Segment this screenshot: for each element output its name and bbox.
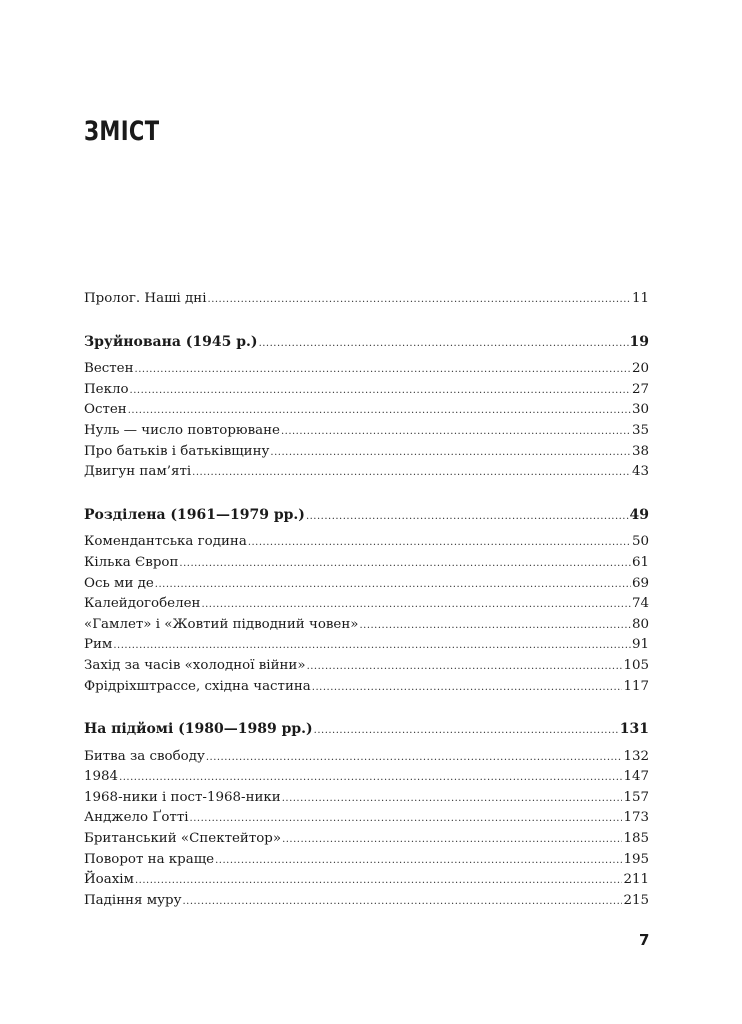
dot-leader bbox=[128, 401, 631, 422]
dot-leader bbox=[119, 768, 622, 789]
dot-leader bbox=[155, 575, 631, 596]
toc-entry-label: Комендантська година bbox=[84, 534, 247, 550]
toc-entry-page: 30 bbox=[631, 402, 649, 418]
toc-entry-label: Двигун пам’яті bbox=[84, 464, 192, 480]
toc-entry-label: Пролог. Наші дні bbox=[84, 291, 207, 306]
table-of-contents bbox=[84, 289, 649, 911]
toc-entry-page: 105 bbox=[623, 657, 649, 673]
toc-entry-page: 38 bbox=[631, 443, 649, 459]
toc-entry bbox=[84, 359, 649, 380]
toc-entry bbox=[84, 532, 649, 553]
dot-leader bbox=[312, 678, 623, 699]
toc-entry bbox=[84, 462, 649, 483]
page-number: 7 bbox=[639, 931, 650, 949]
toc-entry-page: 27 bbox=[631, 381, 649, 397]
toc-entry-label: Остен bbox=[84, 402, 127, 418]
toc-entry-label: Падіння муру bbox=[84, 892, 182, 908]
toc-entry-label: Кілька Європ bbox=[84, 554, 179, 570]
dot-leader bbox=[135, 871, 622, 892]
dot-leader bbox=[259, 334, 629, 355]
dot-leader bbox=[201, 595, 631, 616]
toc-entry bbox=[84, 615, 649, 636]
dot-leader bbox=[190, 809, 623, 830]
toc-entry-page: 69 bbox=[631, 575, 649, 591]
dot-leader bbox=[135, 360, 631, 381]
toc-section-heading bbox=[84, 332, 649, 353]
toc-entry-label: Про батьків і батьківщину bbox=[84, 443, 270, 459]
dot-leader bbox=[192, 463, 631, 484]
toc-section-prologue bbox=[84, 289, 649, 310]
toc-entry-page: 211 bbox=[623, 872, 649, 888]
dot-leader bbox=[314, 721, 619, 742]
toc-entry-page: 185 bbox=[623, 831, 649, 847]
toc-entry bbox=[84, 870, 649, 891]
toc-entry bbox=[84, 553, 649, 574]
toc-heading-page: 131 bbox=[619, 721, 649, 738]
toc-entry-page: 132 bbox=[623, 748, 649, 764]
toc-entry-page: 157 bbox=[623, 789, 649, 805]
toc-heading-label: На підйомі (1980—1989 рр.) bbox=[84, 721, 313, 738]
dot-leader bbox=[307, 657, 623, 678]
toc-entry bbox=[84, 767, 649, 788]
toc-entry bbox=[84, 574, 649, 595]
toc-entry-page: 80 bbox=[631, 616, 649, 632]
toc-entry-page: 215 bbox=[623, 892, 649, 908]
toc-entry-page: 61 bbox=[631, 554, 649, 570]
toc-entry bbox=[84, 421, 649, 442]
toc-entry-label: Йоахім bbox=[84, 872, 134, 888]
toc-entry bbox=[84, 850, 649, 871]
page-title: ЗМІСТ bbox=[84, 116, 160, 147]
toc-entry-label: Нуль — число повторюване bbox=[84, 422, 280, 438]
toc-entry-page: 50 bbox=[631, 534, 649, 550]
toc-entry-label: Рим bbox=[84, 637, 113, 653]
toc-entry-page: 91 bbox=[631, 637, 649, 653]
toc-entry-page: 20 bbox=[631, 361, 649, 377]
toc-heading-label: Розділена (1961—1979 рр.) bbox=[84, 506, 305, 523]
dot-leader bbox=[215, 851, 622, 872]
dot-leader bbox=[183, 892, 623, 913]
toc-entry-label: Калейдогобелен bbox=[84, 596, 201, 612]
toc-entry bbox=[84, 829, 649, 850]
toc-section-heading bbox=[84, 505, 649, 526]
toc-entry bbox=[84, 808, 649, 829]
toc-entry-label: Ось ми де bbox=[84, 575, 154, 591]
dot-leader bbox=[270, 443, 631, 464]
toc-entry-page: 11 bbox=[631, 291, 649, 306]
toc-entry-label: Британський «Спектейтор» bbox=[84, 831, 282, 847]
toc-entry-page: 173 bbox=[623, 810, 649, 826]
toc-entry bbox=[84, 442, 649, 463]
toc-entry-label: Поворот на краще bbox=[84, 851, 215, 867]
toc-entry bbox=[84, 656, 649, 677]
toc-entry-page: 43 bbox=[631, 464, 649, 480]
toc-entry bbox=[84, 747, 649, 768]
toc-entry-label: «Гамлет» і «Жовтий підводний човен» bbox=[84, 616, 359, 632]
toc-entry bbox=[84, 891, 649, 912]
dot-leader bbox=[248, 533, 631, 554]
dot-leader bbox=[282, 830, 622, 851]
toc-entry bbox=[84, 677, 649, 698]
toc-entry-page: 117 bbox=[623, 678, 649, 694]
toc-entry-page: 147 bbox=[623, 769, 649, 785]
toc-entry bbox=[84, 594, 649, 615]
toc-entry bbox=[84, 635, 649, 656]
toc-entry-page: 195 bbox=[623, 851, 649, 867]
dot-leader bbox=[113, 636, 631, 657]
dot-leader bbox=[281, 422, 631, 443]
dot-leader bbox=[208, 290, 631, 311]
toc-entry-label: Захід за часів «холодної війни» bbox=[84, 657, 306, 673]
dot-leader bbox=[130, 381, 631, 402]
dot-leader bbox=[306, 507, 629, 528]
toc-entry bbox=[84, 400, 649, 421]
toc-entry bbox=[84, 788, 649, 809]
toc-heading-page: 49 bbox=[629, 506, 649, 523]
toc-entry bbox=[84, 380, 649, 401]
dot-leader bbox=[179, 554, 631, 575]
toc-entry-label: Фрідріхштрассе, східна частина bbox=[84, 678, 311, 694]
dot-leader bbox=[359, 616, 630, 637]
toc-section-heading bbox=[84, 719, 649, 740]
toc-entry-label: Анджело Ґотті bbox=[84, 810, 189, 826]
toc-heading-label: Зруйнована (1945 р.) bbox=[84, 333, 258, 350]
toc-section-divided bbox=[84, 505, 649, 697]
toc-entry bbox=[84, 289, 649, 310]
toc-entry-label: Вестен bbox=[84, 361, 134, 377]
toc-entry-page: 74 bbox=[631, 596, 649, 612]
toc-entry-label: Битва за свободу bbox=[84, 748, 205, 764]
toc-heading-page: 19 bbox=[629, 333, 649, 350]
toc-section-rising bbox=[84, 719, 649, 911]
dot-leader bbox=[206, 748, 623, 769]
toc-entry-label: Пекло bbox=[84, 381, 129, 397]
toc-entry-page: 35 bbox=[631, 422, 649, 438]
toc-entry-label: 1968-ники і пост-1968-ники bbox=[84, 789, 281, 805]
dot-leader bbox=[282, 789, 623, 810]
toc-section-ruined bbox=[84, 332, 649, 483]
toc-entry-label: 1984 bbox=[84, 769, 119, 785]
